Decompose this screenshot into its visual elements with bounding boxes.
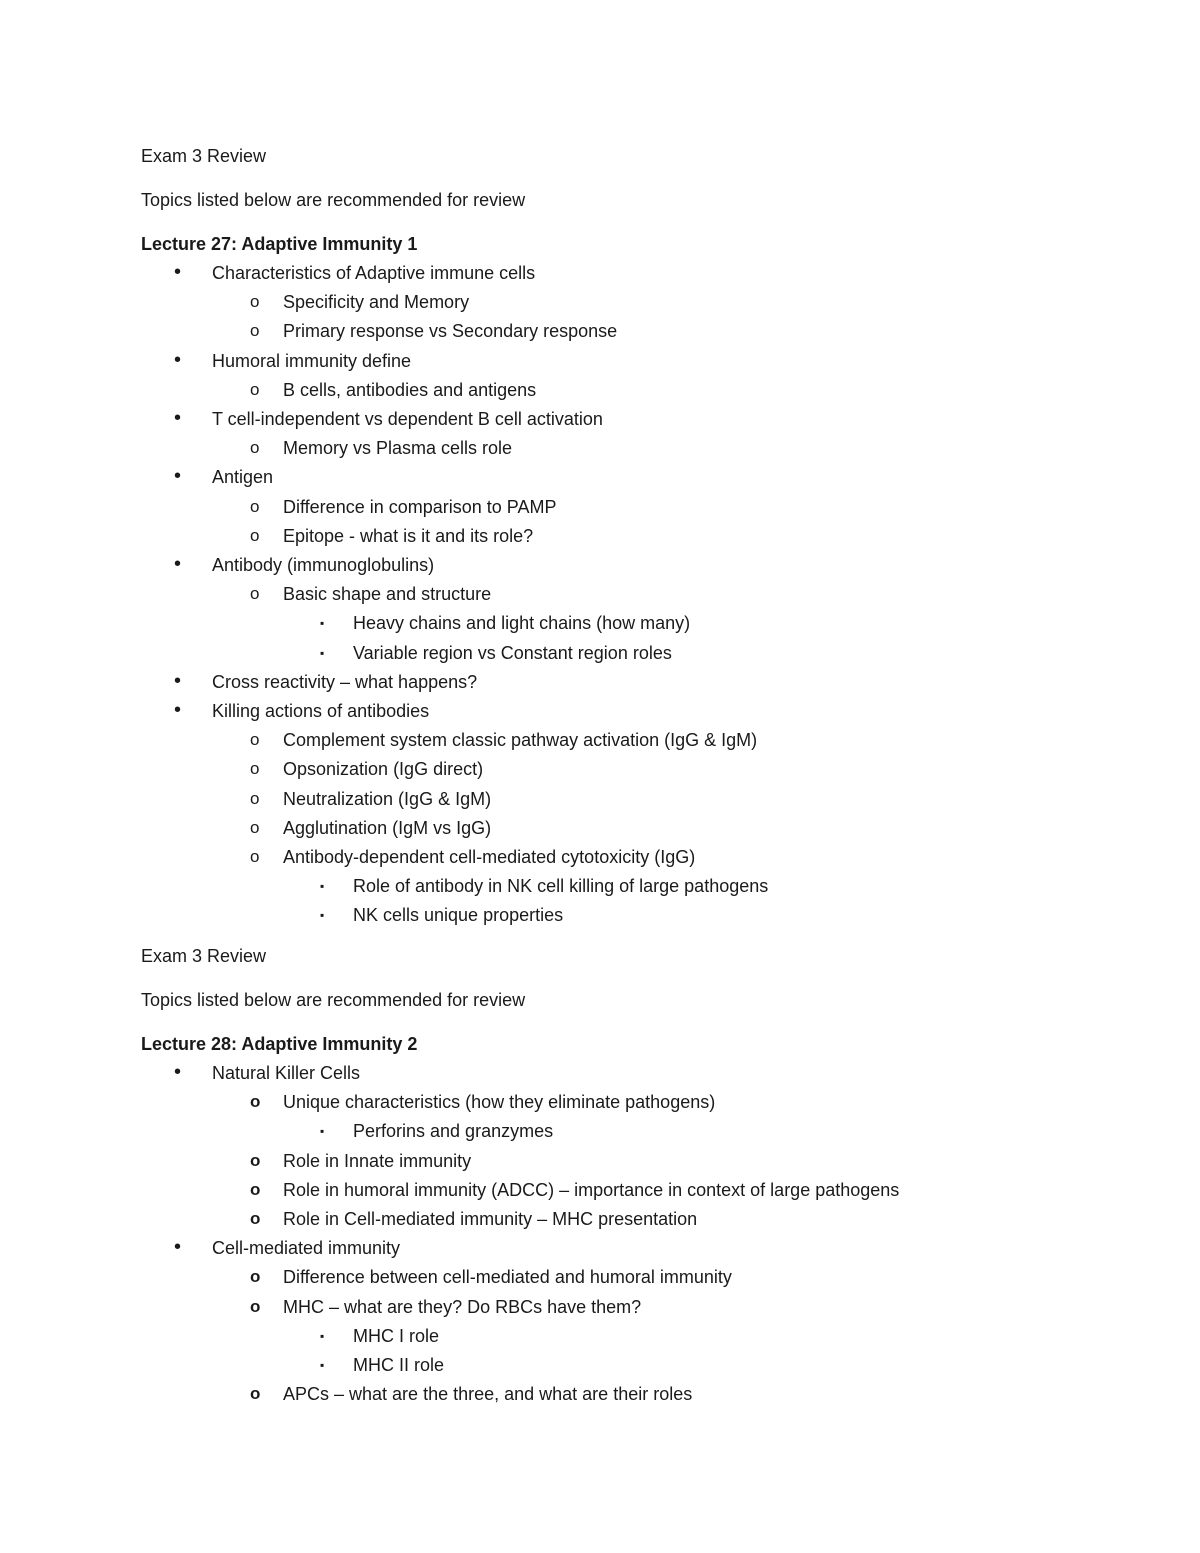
section-title: Exam 3 Review bbox=[141, 146, 267, 166]
list-item-level-2: Role in Innate immunity bbox=[283, 1150, 472, 1171]
bullet-marker-level-2: o bbox=[250, 847, 260, 866]
bullet-marker-level-3: ▪ bbox=[320, 879, 325, 894]
bullet-marker-level-3: ▪ bbox=[320, 645, 325, 660]
list-item-level-2: Epitope - what is it and its role? bbox=[283, 525, 534, 546]
list-item-level-1: Antigen bbox=[212, 467, 274, 488]
bullet-marker-level-2: o bbox=[250, 759, 260, 779]
bullet-marker-level-2: o bbox=[250, 730, 260, 750]
bullet-marker-level-2: o bbox=[250, 1296, 261, 1316]
bullet-marker-level-2: o bbox=[250, 1150, 261, 1170]
bullet-marker-level-2: o bbox=[250, 1384, 261, 1404]
list-item-level-2: Basic shape and structure bbox=[283, 584, 492, 605]
bullet-marker-level-2: o bbox=[250, 438, 260, 458]
list-item-level-1: Antibody (immunoglobulins) bbox=[212, 555, 435, 575]
list-item-level-1: T cell-independent vs dependent B cell activation bbox=[212, 409, 603, 429]
bullet-marker-level-2: o bbox=[250, 1179, 261, 1199]
bullet-marker-level-2: o bbox=[250, 584, 260, 604]
bullet-marker-level-3: ▪ bbox=[320, 616, 325, 631]
list-item-level-1: Humoral immunity define bbox=[212, 350, 412, 371]
list-item-level-2: Role in humoral immunity (ADCC) – importance in context of large pathogens bbox=[283, 1179, 900, 1200]
bullet-marker-level-1: • bbox=[174, 699, 182, 721]
lecture-heading: Lecture 27: Adaptive Immunity 1 bbox=[141, 234, 418, 254]
lecture-heading: Lecture 28: Adaptive Immunity 2 bbox=[141, 1034, 418, 1054]
bullet-marker-level-2: o bbox=[250, 1267, 261, 1287]
list-item-level-2: Difference between cell-mediated and humoral immunity bbox=[283, 1267, 732, 1288]
bullet-marker-level-2: o bbox=[250, 1209, 261, 1228]
bullet-marker-level-1: • bbox=[174, 348, 182, 371]
list-item-level-3: MHC II role bbox=[353, 1355, 445, 1375]
bullet-marker-level-3: ▪ bbox=[320, 1124, 325, 1139]
list-item-level-2: Antibody-dependent cell-mediated cytotoxicity (IgG) bbox=[283, 847, 696, 867]
bullet-marker-level-1: • bbox=[174, 553, 182, 575]
list-item-level-2: Complement system classic pathway activation (IgG & IgM) bbox=[283, 730, 758, 751]
bullet-marker-level-1: • bbox=[174, 407, 182, 429]
bullet-marker-level-2: o bbox=[250, 1092, 261, 1112]
list-item-level-2: Opsonization (IgG direct) bbox=[283, 759, 484, 780]
bullet-marker-level-1: • bbox=[174, 465, 182, 488]
list-item-level-2: Difference in comparison to PAMP bbox=[283, 496, 557, 517]
list-item-level-2: Specificity and Memory bbox=[283, 292, 470, 313]
list-item-level-1: Cell-mediated immunity bbox=[212, 1238, 401, 1259]
bullet-marker-level-3: ▪ bbox=[320, 1358, 325, 1372]
section-subtitle: Topics listed below are recommended for review bbox=[141, 990, 526, 1010]
list-item-level-3: NK cells unique properties bbox=[353, 905, 564, 926]
bullet-marker-level-2: o bbox=[250, 817, 260, 837]
bullet-marker-level-1: • bbox=[174, 261, 182, 283]
list-item-level-3: MHC I role bbox=[353, 1325, 440, 1346]
list-item-level-2: Primary response vs Secondary response bbox=[283, 321, 618, 342]
bullet-marker-level-1: • bbox=[174, 1236, 182, 1259]
list-item-level-2: Agglutination (IgM vs IgG) bbox=[283, 817, 492, 838]
list-item-level-2: APCs – what are the three, and what are their roles bbox=[283, 1384, 693, 1405]
list-item-level-1: Cross reactivity – what happens? bbox=[212, 671, 478, 692]
bullet-marker-level-2: o bbox=[250, 788, 260, 808]
bullet-marker-level-3: ▪ bbox=[320, 908, 325, 923]
list-item-level-1: Killing actions of antibodies bbox=[212, 701, 430, 721]
bullet-marker-level-2: o bbox=[250, 496, 260, 516]
bullet-marker-level-1: • bbox=[174, 1061, 182, 1083]
bullet-marker-level-2: o bbox=[250, 292, 260, 312]
list-item-level-3: Heavy chains and light chains (how many) bbox=[353, 613, 691, 634]
bullet-marker-level-3: ▪ bbox=[320, 1328, 325, 1343]
list-item-level-2: Unique characteristics (how they eliminate pathogens) bbox=[283, 1092, 716, 1113]
list-item-level-2: B cells, antibodies and antigens bbox=[283, 379, 537, 400]
bullet-marker-level-2: o bbox=[250, 379, 260, 399]
list-item-level-3: Role of antibody in NK cell killing of large pathogens bbox=[353, 876, 769, 897]
list-item-level-2: Neutralization (IgG & IgM) bbox=[283, 788, 492, 809]
bullet-marker-level-1: • bbox=[174, 669, 182, 692]
list-item-level-1: Characteristics of Adaptive immune cells bbox=[212, 263, 536, 283]
bullet-marker-level-2: o bbox=[250, 321, 260, 341]
list-item-level-3: Variable region vs Constant region roles bbox=[353, 642, 672, 663]
list-item-level-1: Natural Killer Cells bbox=[212, 1063, 361, 1083]
list-item-level-2: Role in Cell-mediated immunity – MHC presentation bbox=[283, 1209, 698, 1229]
section-subtitle: Topics listed below are recommended for review bbox=[141, 190, 526, 210]
list-item-level-2: MHC – what are they? Do RBCs have them? bbox=[283, 1296, 642, 1317]
list-item-level-2: Memory vs Plasma cells role bbox=[283, 438, 513, 459]
bullet-marker-level-2: o bbox=[250, 525, 260, 545]
list-item-level-3: Perforins and granzymes bbox=[353, 1121, 554, 1142]
section-title: Exam 3 Review bbox=[141, 946, 267, 966]
